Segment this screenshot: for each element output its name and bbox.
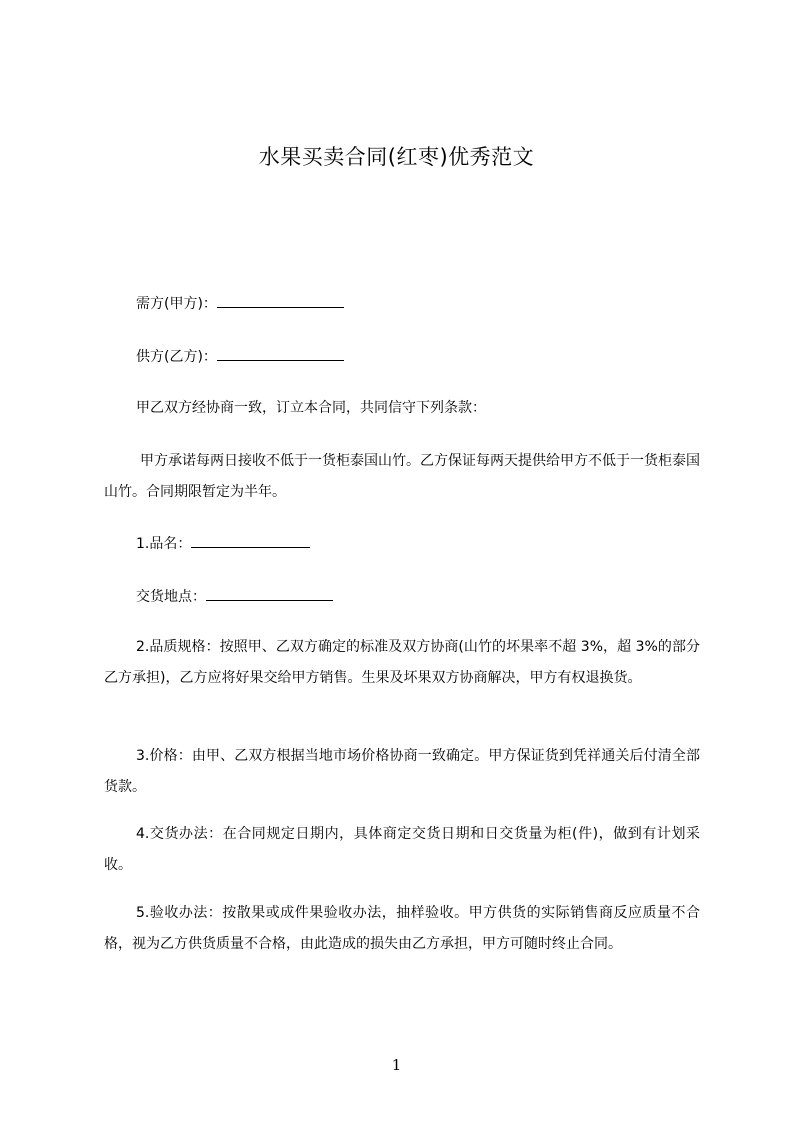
party-b-blank — [217, 346, 344, 361]
item1-label: 1.品名： — [136, 536, 192, 552]
delivery-place-label: 交货地点： — [136, 589, 206, 605]
party-a-line — [136, 293, 344, 313]
item4-paragraph: 4.交货办法：在合同规定日期内，具体商定交货日期和日交货量为柜(件)，做到有计划采收。 — [104, 826, 700, 873]
page-number: 1 — [391, 1056, 402, 1074]
party-b-line — [136, 346, 344, 366]
party-b-label: 供方(乙方)： — [136, 349, 217, 365]
item1-line — [136, 533, 310, 553]
item1-blank — [191, 533, 310, 548]
item2-paragraph: 2.品质规格：按照甲、乙双方确定的标准及双方协商(山竹的坏果率不超 3%，超 3%的部分乙方承担)，乙方应将好果交给甲方销售。生果及坏果双方协商解决，甲方有权退换货。 — [104, 639, 700, 686]
delivery-place-line — [136, 586, 333, 606]
delivery-place-blank — [206, 586, 333, 601]
document-title: 水果买卖合同(红枣)优秀范文 — [258, 145, 535, 169]
item5-paragraph: 5.验收办法：按散果或成件果验收办法，抽样验收。甲方供货的实际销售商反应质量不合格，视为乙方供货质量不合格，由此造成的损失由乙方承担，甲方可随时终止合同。 — [104, 905, 700, 952]
party-a-label: 需方(甲方)： — [136, 296, 217, 312]
item3-paragraph: 3.价格：由甲、乙双方根据当地市场价格协商一致确定。甲方保证货到凭祥通关后付清全部货款。 — [104, 748, 700, 795]
party-a-blank — [217, 293, 344, 308]
intro-text: 甲乙双方经协商一致，订立本合同，共同信守下列条款： — [136, 400, 486, 416]
commitment-paragraph: 甲方承诺每两日接收不低于一货柜泰国山竹。乙方保证每两天提供给甲方不低于一货柜泰国山竹。合同期限暂定为半年。 — [104, 453, 700, 500]
